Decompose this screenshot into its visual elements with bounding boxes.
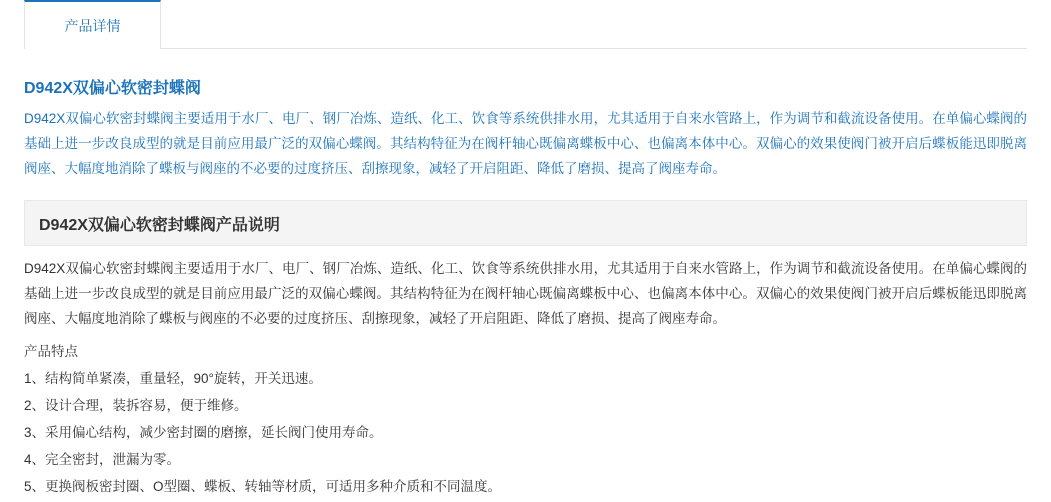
- description-paragraph: D942X双偏心软密封蝶阀主要适用于水厂、电厂、钢厂冶炼、造纸、化工、饮食等系统供排水用，尤其适用于自来水管路上，作为调节和截流设备使用。在单偏心蝶阀的基础上进一步改良成型的就是目前应用最广泛的双偏心蝶阀。其结构特征为在阀杆轴心既偏离蝶板中心、也偏离本体中心。双偏心的效果使阀门被开启后蝶板能迅即脱离阀座、大幅度地消除了蝶板与阀座的不必要的过度挤压、刮擦现象，减轻了开启阻距、降低了磨损、提高了阀座寿命。: [24, 261, 1027, 326]
- section-heading-bar: [24, 200, 1027, 246]
- product-intro: [24, 78, 1027, 181]
- feature-item: 1、结构简单紧凑，重量轻，90°旋转，开关迅速。: [24, 371, 322, 386]
- feature-item: 5、更换阀板密封圈、O型圈、蝶板、转轴等材质，可适用多种介质和不同温度。: [24, 479, 502, 494]
- product-intro-body: D942X双偏心软密封蝶阀主要适用于水厂、电厂、钢厂冶炼、造纸、化工、饮食等系统供排水用，尤其适用于自来水管路上，作为调节和截流设备使用。在单偏心蝶阀的基础上进一步改良成型的就是目前应用最广泛的双偏心蝶阀。其结构特征为在阀杆轴心既偏离蝶板中心、也偏离本体中心。双偏心的效果使阀门被开启后蝶板能迅即脱离阀座、大幅度地消除了蝶板与阀座的不必要的过度挤压、刮擦现象，减轻了开启阻距、降低了磨损、提高了阀座寿命。: [24, 111, 1027, 176]
- feature-item: 3、采用偏心结构，减少密封圈的磨擦，延长阀门使用寿命。: [24, 425, 383, 440]
- product-intro-title: D942X双偏心软密封蝶阀: [24, 80, 201, 97]
- tab-product-detail[interactable]: [24, 0, 161, 49]
- section-heading-title: D942X双偏心软密封蝶阀产品说明: [39, 216, 280, 234]
- feature-item: 2、设计合理，装拆容易，便于维修。: [24, 398, 248, 413]
- tab-bar: [24, 0, 1027, 49]
- features-title: 产品特点: [24, 344, 78, 359]
- tab-product-detail-label: 产品详情: [64, 17, 121, 34]
- feature-item: 4、完全密封，泄漏为零。: [24, 452, 181, 467]
- product-description: [24, 256, 1027, 499]
